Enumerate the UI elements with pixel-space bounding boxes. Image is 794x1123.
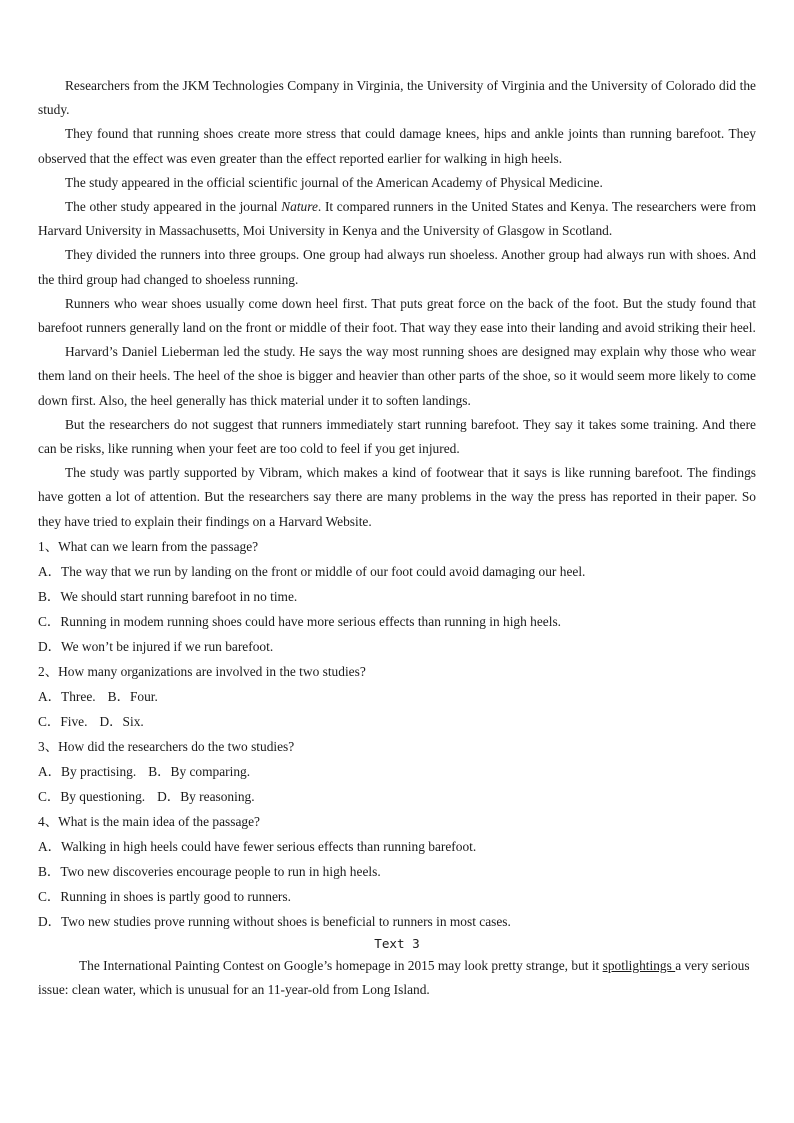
paragraph-7: Harvard’s Daniel Lieberman led the study. He says the way most running shoes are designed may explain why those who wear them land on their heels. The heel of the shoe is bigger and heavier than other parts of the shoe, so it would seem more likely to come down first. Also, the heel generally has thick material under it to soften landings. [38, 344, 756, 408]
paragraph-5: They divided the runners into three groups. One group had always run shoeless. Another group had always run with shoes. And the third group had changed to shoeless running. [38, 247, 756, 287]
paragraph-4-rest: . It compared runners in the United States and Kenya. The researchers were from Harvard University in Massachusetts, Moi University in Kenya and the University of Glasgow in Scotland. [38, 199, 756, 239]
paragraph-4-lead: The other study appeared in the journal [65, 199, 282, 215]
question-stem: 4、What is the main idea of the passage? [38, 813, 260, 829]
journal-name: Nature [281, 199, 318, 215]
option-a: A．By practising. [38, 763, 137, 779]
option-a: A．The way that we run by landing on the front or middle of our foot could avoid damaging our heel. [38, 563, 586, 579]
option-a: A．Walking in high heels could have fewer serious effects than running barefoot. [38, 838, 477, 854]
paragraph-6: Runners who wear shoes usually come down heel first. That puts great force on the back of the foot. But the study found that barefoot runners generally land on the front or middle of their foot. That way they ease into their landing and avoid striking their heel. [38, 295, 756, 336]
option-d: D．By reasoning. [157, 788, 255, 804]
paragraph-1: Researchers from the JKM Technologies Company in Virginia, the University of Virginia and the University of Colorado did the study. [38, 78, 756, 118]
question-stem: 1、What can we learn from the passage? [38, 538, 259, 554]
paragraph-4 [38, 195, 756, 243]
option-b: B．We should start running barefoot in no time. [38, 588, 298, 604]
question-2 [38, 659, 756, 734]
option-c: C．Five. [38, 713, 88, 729]
question-4 [38, 809, 756, 934]
option-a: A．Three. [38, 688, 96, 704]
option-d: D．We won’t be injured if we run barefoot. [38, 638, 274, 654]
section-title: Text 3 [374, 935, 420, 951]
option-c: C．Running in shoes is partly good to runners. [38, 888, 291, 904]
option-c: C．Running in modem running shoes could have more serious effects than running in high heels. [38, 613, 562, 629]
document-page [38, 74, 756, 1002]
options-row-cd [38, 784, 756, 809]
question-stem: 3、How did the researchers do the two studies? [38, 738, 295, 754]
question-1 [38, 534, 756, 659]
options-row-cd [38, 709, 756, 734]
text3-rest: a very serious issue: clean water, which is unusual for an 11-year-old from Long Island. [38, 957, 750, 997]
options-row-ab [38, 759, 756, 784]
paragraph-8: But the researchers do not suggest that runners immediately start running barefoot. They say it takes some training. And there can be risks, like running when your feet are too cold to feel if you get injured. [38, 416, 756, 457]
paragraph-2: They found that running shoes create more stress that could damage knees, hips and ankle joints than running barefoot. They observed that the effect was even greater than the effect reported earlier for walking in high heels. [38, 126, 756, 166]
option-d: D．Two new studies prove running without shoes is beneficial to runners in most cases. [38, 913, 511, 929]
text3-lead: The International Painting Contest on Google’s homepage in 2015 may look pretty strange, but it [79, 957, 603, 973]
option-b: B．Four. [107, 688, 158, 704]
option-c: C．By questioning. [38, 788, 146, 804]
paragraph-3: The study appeared in the official scientific journal of the American Academy of Physical Medicine. [65, 174, 603, 190]
paragraph-9: The study was partly supported by Vibram, which makes a kind of footwear that it says is like running barefoot. The findings have gotten a lot of attention. But the researchers say there are many problems in the way the press has reported in their paper. So they have tried to explain their findings on a Harvard Website. [38, 465, 756, 529]
option-b: B．By comparing. [148, 763, 251, 779]
question-stem: 2、How many organizations are involved in the two studies? [38, 663, 366, 679]
option-b: B．Two new discoveries encourage people to run in high heels. [38, 863, 381, 879]
text3-paragraph [38, 954, 756, 1002]
option-d: D．Six. [99, 713, 144, 729]
underlined-word: spotlightings [602, 957, 676, 973]
question-3 [38, 734, 756, 809]
options-row-ab [38, 684, 756, 709]
